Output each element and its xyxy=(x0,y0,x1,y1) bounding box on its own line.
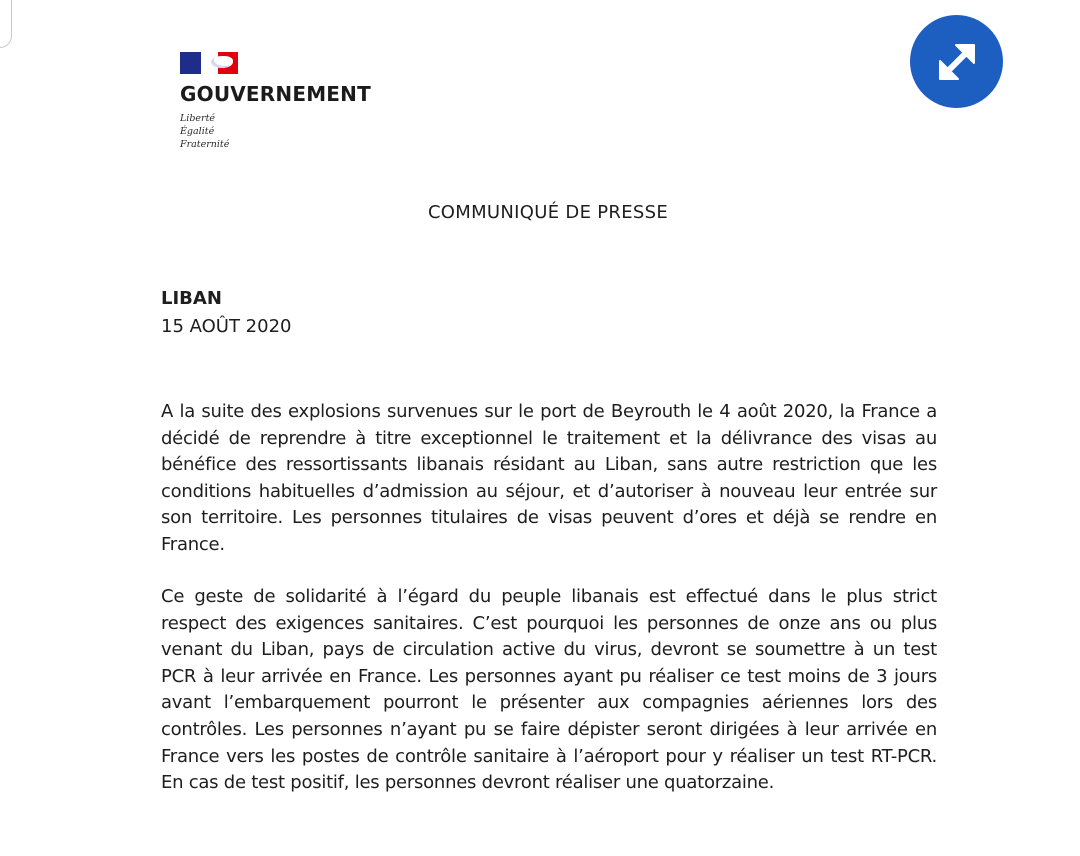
motto-line: Fraternité xyxy=(180,139,230,150)
expand-arrows-icon xyxy=(930,35,984,89)
paragraph: A la suite des explosions survenues sur le port de Beyrouth le 4 août 2020, la France a décidé de reprendre à titre exceptionnel le traitement et la délivrance des visas au bénéfice des ressortissants libanais résidant au Liban, sans autre restriction que les conditions habituelles d’admission au séjour, et d’autoriser à nouveau leur entrée sur son territoire. Les personnes titulaires de visas peuvent d’ores et déjà se rendre en France. xyxy=(161,401,937,555)
government-logo xyxy=(180,52,371,151)
motto-line: Liberté xyxy=(180,113,216,124)
motto-line: Égalité xyxy=(180,126,215,137)
paragraph: Ce geste de solidarité à l’égard du peuple libanais est effectué dans le plus strict respect des exigences sanitaires. C’est pourquoi les personnes de onze ans ou plus venant du Liban, pays de circulation active du virus, devront se soumettre à un test PCR à leur arrivée en France. Les personnes ayant pu réaliser ce test moins de 3 jours avant l’embarquement pourront le présenter aux compagnies aériennes lors des contrôles. Les personnes n’ayant pu se faire dépister seront dirigées à leur arrivée en France vers les postes de contrôle sanitaire à l’aéroport pour y réaliser un test RT-PCR. En cas de test positif, les personnes devront réaliser une quatorzaine. xyxy=(161,586,937,794)
expand-button[interactable] xyxy=(910,15,1003,108)
motto xyxy=(180,112,371,151)
government-label: GOUVERNEMENT xyxy=(180,82,371,106)
document-place: LIBAN xyxy=(161,288,222,309)
document-title: COMMUNIQUÉ DE PRESSE xyxy=(427,202,669,223)
document-date: 15 AOÛT 2020 xyxy=(161,316,292,337)
window-corner xyxy=(0,0,12,48)
marianne-flag-icon xyxy=(180,52,238,74)
